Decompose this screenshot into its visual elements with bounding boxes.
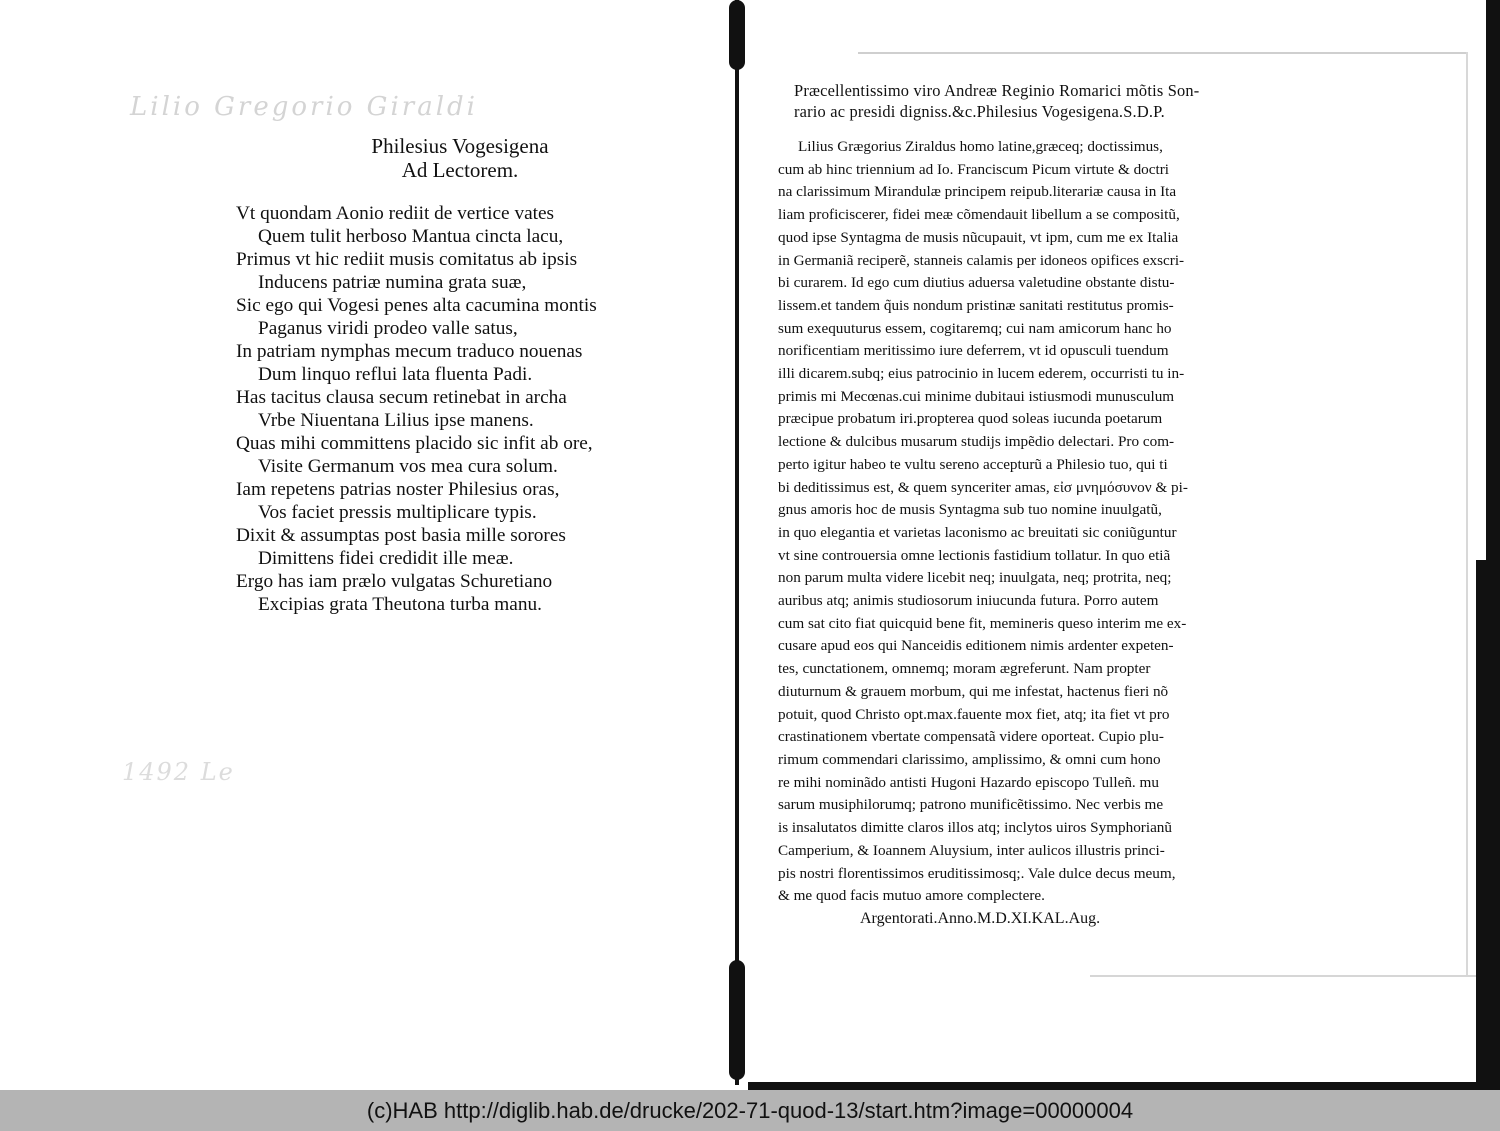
body-line: re mihi nominãdo antisti Hugoni Hazardo episcopo Tulleñ. mu (778, 773, 1159, 791)
heading-line: Ad Lectorem. (401, 158, 519, 182)
poem-line: Vrbe Niuentana Lilius ipse manens. (258, 410, 534, 431)
body-line: norificentiam meritissimo iure deferrem, vt id opusculi tuendum (778, 342, 1169, 360)
poem-line: Vos faciet pressis multiplicare typis. (258, 502, 537, 523)
page-edge-shadow (748, 1082, 1500, 1090)
body-line: præcipue probatum iri.propterea quod soleas iucunda poetarum (778, 410, 1163, 428)
poem-line: Inducens patriæ numina grata suæ, (258, 272, 527, 293)
body-line: illi dicarem.subq; eius patrocinio in lucem ederem, occurristi tu in- (778, 365, 1185, 383)
book-gutter (728, 0, 746, 1090)
poem-line: Excipias grata Theutona turba manu. (258, 594, 542, 615)
letter-closing: Argentorati.Anno.M.D.XI.KAL.Aug. (860, 909, 1101, 927)
footer-text: (c)HAB http://diglib.hab.de/drucke/202-71-quod-13/start.htm?image=00000004 (366, 1098, 1134, 1123)
poem-line: Dimittens fidei credidit ille meæ. (258, 548, 514, 569)
poem-line: Dum linquo reflui lata fluenta Padi. (258, 364, 533, 385)
letter-body (778, 136, 1240, 931)
body-line: auribus atq; animis studiosorum iniucunda futura. Porro autem (778, 592, 1159, 610)
poem-line: Sic ego qui Vogesi penes alta cacumina montis (236, 295, 597, 316)
poem-line: In patriam nymphas mecum traduco nouenas (236, 341, 583, 362)
poem-line: Primus vt hic rediit musis comitatus ab ipsis (236, 249, 578, 270)
poem-line: Quas mihi committens placido sic infit ab ore, (236, 433, 593, 454)
body-line: bi curarem. Id ego cum diutius aduersa valetudine obstante distu- (778, 274, 1175, 292)
title-line: rario ac presidi digniss.&c.Philesius Vogesigena.S.D.P. (794, 102, 1165, 121)
gutter-shadow (729, 960, 745, 1080)
body-line: primis mi Mecœnas.cui minime dubitaui istiusmodi munusculum (778, 387, 1175, 405)
poem-line: Iam repetens patrias noster Philesius oras, (236, 479, 560, 500)
body-line: pis nostri florentissimos eruditissimosq;. Vale dulce decus meum, (778, 864, 1176, 882)
scan-border (858, 52, 1468, 54)
copyright-footer (0, 1090, 1500, 1131)
body-line: is insalutatos dimitte claros illos atq; inclytos uiros Symphorianũ (778, 819, 1172, 837)
gutter-line (735, 0, 739, 1085)
body-line: sarum musiphilorumq; patrono munificẽtissimo. Nec verbis me (778, 796, 1164, 814)
body-line: vt sine controuersia omne lectionis fastidium tollatur. In quo etiã (778, 546, 1171, 564)
body-line: rimum commendari clarissimo, amplissimo, & omni cum hono (778, 750, 1161, 768)
body-line: na clarissimum Mirandulæ principem reipub.literariæ causa in Ita (778, 183, 1177, 201)
page-edge-shadow (1486, 0, 1500, 1090)
scan-border (1466, 52, 1468, 976)
heading-line: Philesius Vogesigena (371, 134, 549, 158)
gutter-shadow (729, 0, 745, 70)
body-line: quod ipse Syntagma de musis nũcupauit, vt ipm, cum me ex Italia (778, 228, 1179, 246)
poem-heading (300, 134, 620, 182)
body-line: bi deditissimus est, & quem synceriter amas, εἰσ μνημόσυνον & pi- (778, 478, 1188, 496)
body-line: sum exequuturus essem, cogitaremq; cui nam amicorum hanc ho (778, 319, 1172, 337)
handwritten-note: Lilio Gregorio Giraldi (130, 92, 478, 122)
body-line: potuit, quod Christo opt.max.fauente mox fiet, atq; ita fiet vt pro (778, 705, 1170, 723)
body-line: crastinationem vbertate compensatã videre oporteat. Cupio plu- (778, 728, 1164, 746)
poem-line: Quem tulit herboso Mantua cincta lacu, (258, 226, 564, 247)
poem (236, 202, 676, 616)
body-line: in quo elegantia et varietas laconismo ac breuitati sic coniũguntur (778, 523, 1177, 541)
body-line: perto igitur habeo te vultu sereno accepturũ a Philesio tuo, qui ti (778, 455, 1168, 473)
body-line: cum ab hinc triennium ad Io. Franciscum Picum virtute & doctri (778, 160, 1169, 178)
page-edge-shadow (1476, 560, 1486, 1090)
body-line: liam proficiscerer, fidei meæ cõmendauit libellum a se compositũ, (778, 206, 1180, 224)
body-line: lectione & dulcibus musarum studijs impẽdio delectari. Pro com- (778, 433, 1175, 451)
shelfmark-note: 1492 Le (122, 758, 235, 786)
body-line: non parum multa videre licebit neq; inuulgata, neq; protrita, neq; (778, 569, 1172, 587)
poem-line: Dixit & assumptas post basia mille sorores (236, 525, 566, 546)
body-line: & me quod facis mutuo amore complectere. (778, 887, 1045, 905)
poem-line: Visite Germanum vos mea cura solum. (258, 456, 558, 477)
letter-title (794, 80, 1434, 122)
body-line: Lilius Grægorius Ziraldus homo latine,græceq; doctissimus, (798, 138, 1163, 155)
title-line: Præcellentissimo viro Andreæ Reginio Romarici mõtis Son- (794, 81, 1200, 100)
scan-border (1090, 975, 1490, 977)
poem-line: Vt quondam Aonio rediit de vertice vates (236, 203, 555, 224)
body-line: tes, cunctationem, omnemq; moram ægreferunt. Nam propter (778, 660, 1151, 678)
poem-line: Paganus viridi prodeo valle satus, (258, 318, 518, 339)
poem-line: Has tacitus clausa secum retinebat in archa (236, 387, 567, 408)
body-line: gnus amoris hoc de musis Syntagma sub tuo nomine inuulgatũ, (778, 501, 1162, 519)
body-line: lissem.et tandem q̃uis nondum pristinæ sanitati restitutus promis- (778, 296, 1174, 314)
poem-line: Ergo has iam prælo vulgatas Schuretiano (236, 571, 553, 592)
body-line: Camperium, & Ioannem Aluysium, inter aulicos illustris princi- (778, 841, 1165, 859)
body-line: cusare apud eos qui Nanceidis editionem nimis ardenter expeten- (778, 637, 1174, 655)
left-page (0, 0, 735, 1090)
body-line: diuturnum & grauem morbum, qui me infestat, hactenus fieri nõ (778, 682, 1169, 700)
body-line: cum sat cito fiat quicquid bene fit, memineris queso interim me ex- (778, 614, 1187, 632)
body-line: in Germaniã reciperẽ, stanneis calamis per idoneos opifices exscri- (778, 251, 1185, 269)
